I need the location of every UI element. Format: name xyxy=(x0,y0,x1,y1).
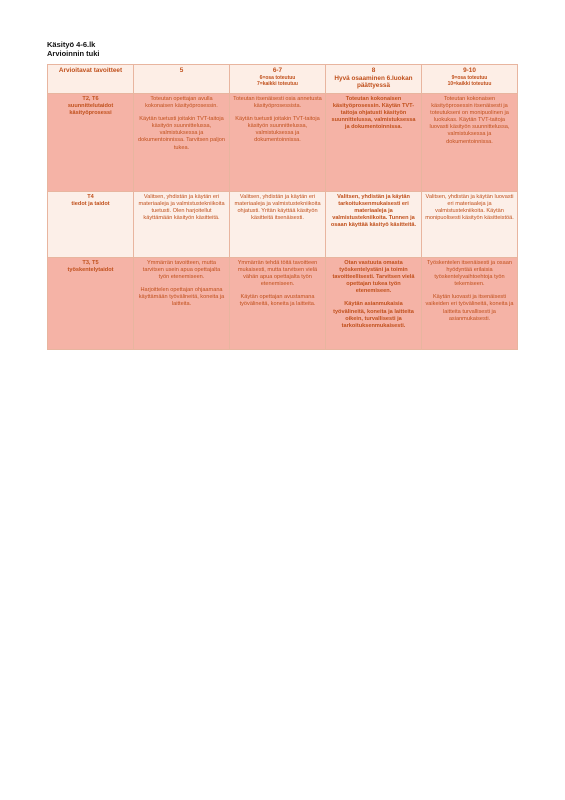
cell-grade-5: Ymmärrän tavoitteen, mutta tarvitsen usein apua opettajalta työn etenemiseen. Harjoittelen opettajan ohjaamana käyttämään työvälineitä, koneita ja laitteita. xyxy=(134,258,230,350)
cell-grade-6-7: Ymmärrän tehdä töitä tavoitteen mukaisesti, mutta tarvitsen vielä vähän apua opettajalta työn etenemiseen. Käytän opettajan avustamana työvälineitä, koneita ja laitteita. xyxy=(230,258,326,350)
cell-grade-6-7: Valitsen, yhdistän ja käytän eri materiaaleja ja valmistustekniikoita ohjatusti. Yritän käyttää käsityön käsitteitä itsenäisesti. xyxy=(230,192,326,258)
table-row xyxy=(48,94,518,192)
cell-grade-5: Toteutan opettajan avulla kokonaisen käsityöprosessin. Käytän tuetusti joitakin TVT-taitoja käsityön suunnittelussa, valmistuksessa ja dokumentoinnissa. Tarvitsen paljon tukea. xyxy=(134,94,230,192)
cell-grade-8: Valitsen, yhdistän ja käytän tarkoituksenmukaisesti eri materiaaleja ja valmistustekniikoita. Tunnen ja osaan käyttää käsityö käsitteitä. xyxy=(326,192,422,258)
page-title xyxy=(47,40,100,58)
header-grade-8: 8 Hyvä osaaminen 6.luokan päättyessä xyxy=(326,65,422,94)
assessment-table xyxy=(47,64,518,350)
cell-grade-9-10: Työskentelen itsenäisesti ja osaan hyödyntää erilaisia työskentelyvaihtoehtoja työn tekemiseen. Käytän luovasti ja itsenäisesti vaikeiden eri työvälineitä, koneita ja laitteita turvallisesti ja asianmukaisesti. xyxy=(422,258,518,350)
cell-grade-8: Toteutan kokonaisen käsityöprosessin. Käytän TVT-taitoja ohjatusti käsityön suunnittelussa, valmistuksessa ja dokumentoinnissa. xyxy=(326,94,422,192)
table-row xyxy=(48,258,518,350)
goal-cell: T4 tiedot ja taidot xyxy=(48,192,134,258)
cell-grade-6-7: Toteutan itsenäisesti osia annetusta käsityöprosessista. Käytän tuetusti joitakin TVT-taitoja käsityön suunnittelussa, valmistuksessa ja dokumentoinnissa. xyxy=(230,94,326,192)
cell-grade-9-10: Valitsen, yhdistän ja käytän luovasti eri materiaaleja ja valmistustekniikoita. Käytän monipuolisesti käsityön käsitteistöä. xyxy=(422,192,518,258)
header-grade-9-10: 9-10 9=osa toteutuu 10=kaikki toteutuu xyxy=(422,65,518,94)
goal-cell: T2, T6 suunnittelutaidot käsityöprosessi xyxy=(48,94,134,192)
header-grade-5: 5 xyxy=(134,65,230,94)
table-row xyxy=(48,192,518,258)
goal-cell: T3, T5 työskentelytaidot xyxy=(48,258,134,350)
header-goals: Arvioitavat tavoitteet xyxy=(48,65,134,94)
document-subtitle: Arvioinnin tuki xyxy=(47,49,100,58)
cell-grade-9-10: Toteutan kokonaisen käsityöprosessin itsenäisesti ja toteutukseni on monipuolinen ja luokukas. Käytän TVT-taitoja luovasti käsityön suunnittelussa, valmistuksessa ja dokumentoinnissa. xyxy=(422,94,518,192)
cell-grade-5: Valitsen, yhdistän ja käytän eri materiaaleja ja valmistustekniikoita tuetusti. Olen harjoitellut käyttämään käsityön käsitteitä. xyxy=(134,192,230,258)
document-title: Käsityö 4-6.lk xyxy=(47,40,96,49)
cell-grade-8: Otan vastuuta omasta työskentelystäni ja toimin tavoitteellisesti. Tarvitsen vielä opettajan tukea työn etenemiseen. Käytän asianmukaisia työvälineitä, koneita ja laitteita oikein, turvallisesti ja tarkoituksenmukaisesti. xyxy=(326,258,422,350)
header-grade-6-7: 6-7 6=osa toteutuu 7=kaikki toteutuu xyxy=(230,65,326,94)
